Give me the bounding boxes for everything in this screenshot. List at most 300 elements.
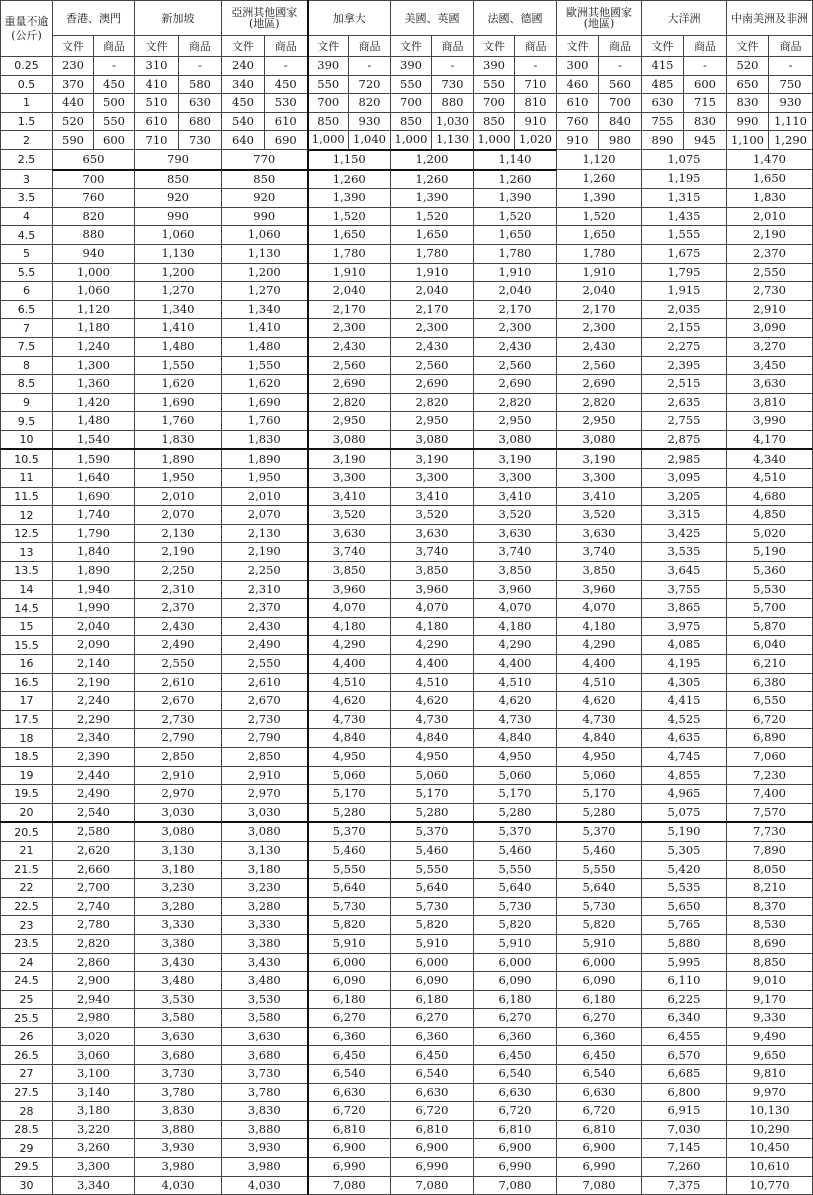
rate-cell: 5,060 — [391, 766, 474, 785]
rate-cell: 9,810 — [727, 1065, 813, 1084]
rate-cell: 390 — [391, 57, 432, 76]
rate-cell: 4,620 — [391, 692, 474, 711]
rate-cell: 2,560 — [557, 356, 642, 375]
rate-cell: 4,290 — [557, 636, 642, 655]
rate-cell: 5,550 — [391, 860, 474, 879]
rate-cell: 2,040 — [308, 282, 391, 301]
rate-cell: 4,730 — [391, 710, 474, 729]
rate-cell: 6,630 — [474, 1083, 557, 1102]
rate-cell: 4,340 — [727, 449, 813, 468]
goods-subheader: 商品 — [349, 36, 391, 57]
rate-cell: 1,260 — [474, 170, 557, 189]
rate-cell: 2,190 — [727, 226, 813, 245]
rate-cell: 4,400 — [308, 655, 391, 674]
rate-cell: 2,440 — [53, 766, 135, 785]
table-row — [1, 785, 813, 804]
rate-cell: 850 — [222, 170, 308, 189]
weight-cell: 14.5 — [1, 599, 53, 618]
rate-cell: 6,270 — [308, 1009, 391, 1028]
rate-cell: 485 — [642, 75, 684, 94]
rate-cell: 1,340 — [222, 300, 308, 319]
rate-cell: 5,190 — [727, 543, 813, 562]
rate-cell: 3,410 — [391, 487, 474, 506]
rate-cell: 4,950 — [391, 747, 474, 766]
document-subheader: 文件 — [557, 36, 599, 57]
rate-cell: 550 — [308, 75, 349, 94]
rate-cell: 3,730 — [135, 1065, 222, 1084]
rate-cell: 2,300 — [557, 319, 642, 338]
rate-cell: 730 — [432, 75, 474, 94]
rate-cell: 6,180 — [308, 990, 391, 1009]
rate-cell: 1,795 — [642, 263, 727, 282]
rate-cell: 2,910 — [222, 766, 308, 785]
weight-cell: 1 — [1, 94, 53, 113]
rate-cell: 1,120 — [557, 150, 642, 170]
rate-cell: 2,780 — [53, 916, 135, 935]
rate-cell: 2,610 — [222, 673, 308, 692]
rate-cell: 6,090 — [391, 972, 474, 991]
table-row — [1, 692, 813, 711]
rate-cell: 1,780 — [557, 244, 642, 263]
table-row — [1, 1009, 813, 1028]
rate-cell: 1,540 — [53, 430, 135, 449]
rate-cell: 2,900 — [53, 972, 135, 991]
rate-cell: 2,130 — [135, 524, 222, 543]
weight-cell: 3.5 — [1, 189, 53, 208]
rate-cell: 4,950 — [308, 747, 391, 766]
rate-cell: 820 — [349, 94, 391, 113]
rate-cell: 3,180 — [53, 1102, 135, 1121]
rate-cell: 1,390 — [391, 189, 474, 208]
rate-cell: 3,850 — [474, 562, 557, 581]
rate-cell: 1,390 — [557, 189, 642, 208]
weight-cell: 5 — [1, 244, 53, 263]
rate-cell: 3,810 — [727, 393, 813, 412]
rate-cell: 1,780 — [474, 244, 557, 263]
rate-cell: 5,060 — [308, 766, 391, 785]
rate-cell: 8,690 — [727, 934, 813, 953]
rate-cell: 2,950 — [391, 412, 474, 431]
rate-cell: 6,210 — [727, 655, 813, 674]
rate-cell: 1,760 — [222, 412, 308, 431]
rate-cell: 3,680 — [222, 1046, 308, 1065]
rate-cell: 450 — [94, 75, 135, 94]
rate-cell: 10,450 — [727, 1139, 813, 1158]
rate-cell: 6,810 — [557, 1120, 642, 1139]
weight-cell: 23 — [1, 916, 53, 935]
rate-cell: 3,020 — [53, 1027, 135, 1046]
rate-cell: 1,100 — [727, 131, 769, 150]
rate-cell: 1,910 — [557, 263, 642, 282]
rate-cell: 4,510 — [474, 673, 557, 692]
rate-cell: 3,380 — [222, 934, 308, 953]
rate-cell: 700 — [474, 94, 515, 113]
rate-cell: 4,290 — [391, 636, 474, 655]
rate-cell: 5,870 — [727, 617, 813, 636]
document-subheader: 文件 — [222, 36, 265, 57]
rate-cell: 1,060 — [135, 226, 222, 245]
region-header: 美國、英國 — [391, 1, 474, 36]
rate-cell: 4,730 — [308, 710, 391, 729]
rate-cell: 4,400 — [474, 655, 557, 674]
rate-cell: 3,630 — [474, 524, 557, 543]
rate-cell: 6,450 — [391, 1046, 474, 1065]
rate-cell: 5,550 — [557, 860, 642, 879]
rate-cell: 5,820 — [308, 916, 391, 935]
rate-cell: 3,330 — [135, 916, 222, 935]
rate-cell: 7,145 — [642, 1139, 727, 1158]
rate-cell: 6,810 — [391, 1120, 474, 1139]
weight-cell: 6 — [1, 282, 53, 301]
rate-cell: 5,765 — [642, 916, 727, 935]
rate-cell: 1,950 — [222, 469, 308, 488]
rate-cell: 4,620 — [474, 692, 557, 711]
rate-cell: 6,550 — [727, 692, 813, 711]
rate-cell: 10,130 — [727, 1102, 813, 1121]
rate-cell: 5,820 — [557, 916, 642, 935]
rate-cell: 6,630 — [391, 1083, 474, 1102]
rate-cell: 6,225 — [642, 990, 727, 1009]
rate-cell: 5,280 — [391, 803, 474, 822]
rate-cell: 2,170 — [474, 300, 557, 319]
rate-cell: 3,740 — [474, 543, 557, 562]
rate-cell: 2,340 — [53, 729, 135, 748]
rate-cell: 2,820 — [474, 393, 557, 412]
rate-cell: 3,080 — [557, 430, 642, 449]
rate-cell: 810 — [515, 94, 557, 113]
rate-cell: 6,810 — [308, 1120, 391, 1139]
rate-cell: 5,370 — [308, 822, 391, 841]
rate-cell: 6,270 — [557, 1009, 642, 1028]
table-row — [1, 580, 813, 599]
rate-cell: 680 — [179, 112, 222, 131]
weight-cell: 0.5 — [1, 75, 53, 94]
rate-cell: 6,090 — [557, 972, 642, 991]
rate-cell: - — [349, 57, 391, 76]
table-row — [1, 543, 813, 562]
rate-cell: 3,205 — [642, 487, 727, 506]
rate-cell: 940 — [53, 244, 135, 263]
table-row — [1, 94, 813, 113]
rate-cell: 2,190 — [53, 673, 135, 692]
table-row — [1, 562, 813, 581]
table-row — [1, 673, 813, 692]
rate-cell: 6,540 — [557, 1065, 642, 1084]
rate-cell: 3,580 — [135, 1009, 222, 1028]
rate-cell: 1,130 — [432, 131, 474, 150]
rate-cell: 790 — [135, 150, 222, 170]
rate-cell: 710 — [515, 75, 557, 94]
rate-cell: 3,410 — [474, 487, 557, 506]
rate-cell: 5,190 — [642, 822, 727, 841]
weight-cell: 27 — [1, 1065, 53, 1084]
rate-cell: 3,280 — [222, 897, 308, 916]
rate-cell: 370 — [53, 75, 94, 94]
rate-cell: 1,075 — [642, 150, 727, 170]
rate-cell: 5,360 — [727, 562, 813, 581]
rate-cell: 2,850 — [135, 747, 222, 766]
rate-cell: 3,430 — [222, 953, 308, 972]
weight-cell: 8 — [1, 356, 53, 375]
rate-cell: 2,430 — [474, 337, 557, 356]
rate-cell: 8,370 — [727, 897, 813, 916]
rate-cell: 4,070 — [557, 599, 642, 618]
rate-cell: 6,630 — [308, 1083, 391, 1102]
rate-cell: 3,960 — [391, 580, 474, 599]
rate-cell: 3,190 — [557, 449, 642, 468]
rate-cell: 240 — [222, 57, 265, 76]
rate-cell: 450 — [265, 75, 308, 94]
rate-cell: 3,865 — [642, 599, 727, 618]
weight-cell: 30 — [1, 1176, 53, 1195]
rate-cell: 1,840 — [53, 543, 135, 562]
weight-cell: 18.5 — [1, 747, 53, 766]
rate-cell: 7,080 — [308, 1176, 391, 1195]
rate-cell: 4,415 — [642, 692, 727, 711]
rate-cell: 3,080 — [308, 430, 391, 449]
rate-cell: 2,490 — [135, 636, 222, 655]
rate-cell: 3,930 — [135, 1139, 222, 1158]
rate-cell: 1,480 — [53, 412, 135, 431]
rate-cell: 2,390 — [53, 747, 135, 766]
rate-cell: 850 — [135, 170, 222, 189]
rate-cell: 9,970 — [727, 1083, 813, 1102]
rate-cell: 2,395 — [642, 356, 727, 375]
table-row — [1, 430, 813, 449]
rate-cell: 5,910 — [557, 934, 642, 953]
rate-cell: 2,040 — [557, 282, 642, 301]
goods-subheader: 商品 — [94, 36, 135, 57]
rate-cell: 2,970 — [135, 785, 222, 804]
goods-subheader: 商品 — [432, 36, 474, 57]
table-row — [1, 822, 813, 841]
rate-cell: 4,085 — [642, 636, 727, 655]
rate-cell: 6,810 — [474, 1120, 557, 1139]
region-header: 大洋洲 — [642, 1, 727, 36]
rate-cell: 4,305 — [642, 673, 727, 692]
rate-cell: 610 — [557, 94, 599, 113]
table-row — [1, 524, 813, 543]
weight-cell: 20.5 — [1, 822, 53, 841]
rate-cell: - — [769, 57, 813, 76]
rate-cell: - — [94, 57, 135, 76]
rate-cell: 8,850 — [727, 953, 813, 972]
rate-cell: 3,980 — [135, 1158, 222, 1177]
rate-cell: 5,730 — [474, 897, 557, 916]
rate-cell: 1,120 — [53, 300, 135, 319]
rate-cell: 2,140 — [53, 655, 135, 674]
rate-cell: 390 — [474, 57, 515, 76]
rate-cell: 3,260 — [53, 1139, 135, 1158]
document-subheader: 文件 — [642, 36, 684, 57]
table-row — [1, 990, 813, 1009]
rate-cell: 1,140 — [474, 150, 557, 170]
rate-cell: 3,780 — [135, 1083, 222, 1102]
rate-cell: 3,090 — [727, 319, 813, 338]
rate-cell: 6,180 — [474, 990, 557, 1009]
rate-cell: 2,950 — [308, 412, 391, 431]
rate-cell: 2,300 — [391, 319, 474, 338]
rate-cell: 1,790 — [53, 524, 135, 543]
rate-cell: 2,070 — [222, 506, 308, 525]
rate-cell: 4,950 — [474, 747, 557, 766]
rate-cell: 6,450 — [557, 1046, 642, 1065]
weight-cell: 8.5 — [1, 375, 53, 394]
weight-cell: 15.5 — [1, 636, 53, 655]
rate-cell: 1,260 — [391, 170, 474, 189]
rate-cell: 3,960 — [474, 580, 557, 599]
rate-cell: 3,095 — [642, 469, 727, 488]
rate-cell: 1,650 — [308, 226, 391, 245]
rate-cell: 3,030 — [135, 803, 222, 822]
rate-cell: 3,300 — [53, 1158, 135, 1177]
rate-cell: 8,210 — [727, 879, 813, 898]
rate-cell: 2,170 — [557, 300, 642, 319]
rate-cell: 3,230 — [222, 879, 308, 898]
rate-cell: 2,610 — [135, 673, 222, 692]
rate-cell: 1,130 — [135, 244, 222, 263]
rate-cell: 530 — [265, 94, 308, 113]
table-row — [1, 506, 813, 525]
rate-cell: 830 — [684, 112, 727, 131]
rate-cell: 2,730 — [135, 710, 222, 729]
rate-cell: 5,020 — [727, 524, 813, 543]
rate-cell: 3,680 — [135, 1046, 222, 1065]
rate-cell: 230 — [53, 57, 94, 76]
rate-cell: 8,050 — [727, 860, 813, 879]
table-row — [1, 1065, 813, 1084]
table-row — [1, 953, 813, 972]
rate-cell: 1,550 — [135, 356, 222, 375]
rate-cell: 640 — [222, 131, 265, 150]
rate-cell: 6,360 — [391, 1027, 474, 1046]
rate-cell: 4,180 — [391, 617, 474, 636]
rate-cell: 3,190 — [391, 449, 474, 468]
rate-cell: 5,640 — [474, 879, 557, 898]
rate-cell: 2,690 — [308, 375, 391, 394]
rate-cell: 2,130 — [222, 524, 308, 543]
rate-cell: 2,790 — [135, 729, 222, 748]
rate-cell: 2,190 — [222, 543, 308, 562]
rate-cell: 6,540 — [474, 1065, 557, 1084]
rate-cell: 1,780 — [391, 244, 474, 263]
rate-cell: 5,460 — [308, 841, 391, 860]
table-row — [1, 131, 813, 150]
rate-cell: 2,155 — [642, 319, 727, 338]
rate-cell: 4,840 — [474, 729, 557, 748]
weight-cell: 26 — [1, 1027, 53, 1046]
goods-subheader: 商品 — [599, 36, 642, 57]
rate-cell: 4,745 — [642, 747, 727, 766]
weight-cell: 28 — [1, 1102, 53, 1121]
rate-cell: 3,190 — [308, 449, 391, 468]
rate-cell: 2,690 — [557, 375, 642, 394]
rate-cell: 1,690 — [222, 393, 308, 412]
rate-cell: 1,760 — [135, 412, 222, 431]
table-row — [1, 1139, 813, 1158]
rate-cell: 3,450 — [727, 356, 813, 375]
rate-cell: 990 — [222, 207, 308, 226]
weight-cell: 10.5 — [1, 449, 53, 468]
rate-cell: 5,460 — [474, 841, 557, 860]
region-header: 加拿大 — [308, 1, 391, 36]
weight-cell: 9 — [1, 393, 53, 412]
rate-cell: 4,620 — [557, 692, 642, 711]
rate-cell: 1,180 — [53, 319, 135, 338]
goods-subheader: 商品 — [179, 36, 222, 57]
table-row — [1, 1027, 813, 1046]
rate-cell: 1,890 — [135, 449, 222, 468]
rate-cell: 6,450 — [474, 1046, 557, 1065]
rate-cell: 520 — [53, 112, 94, 131]
rate-cell: 930 — [349, 112, 391, 131]
rate-cell: 2,430 — [308, 337, 391, 356]
rate-cell: 4,070 — [474, 599, 557, 618]
document-subheader: 文件 — [391, 36, 432, 57]
rate-cell: 2,430 — [135, 617, 222, 636]
rate-cell: 3,080 — [474, 430, 557, 449]
table-row — [1, 897, 813, 916]
rate-cell: 6,990 — [474, 1158, 557, 1177]
rate-cell: 5,075 — [642, 803, 727, 822]
rate-cell: 2,635 — [642, 393, 727, 412]
rate-cell: 2,430 — [391, 337, 474, 356]
rate-cell: 2,550 — [135, 655, 222, 674]
rate-cell: 2,040 — [53, 617, 135, 636]
table-row — [1, 1046, 813, 1065]
rate-cell: 5,370 — [557, 822, 642, 841]
rate-cell: 5,700 — [727, 599, 813, 618]
rate-cell: 930 — [769, 94, 813, 113]
table-row — [1, 356, 813, 375]
rate-cell: 9,650 — [727, 1046, 813, 1065]
rate-cell: 3,520 — [308, 506, 391, 525]
rate-cell: 2,550 — [727, 263, 813, 282]
rate-cell: 1,300 — [53, 356, 135, 375]
rate-cell: 6,360 — [557, 1027, 642, 1046]
rate-cell: 3,480 — [222, 972, 308, 991]
table-row — [1, 150, 813, 170]
rate-cell: 3,630 — [308, 524, 391, 543]
weight-cell: 12 — [1, 506, 53, 525]
rate-cell: 5,550 — [308, 860, 391, 879]
rate-cell: 6,720 — [391, 1102, 474, 1121]
rate-cell: 2,950 — [474, 412, 557, 431]
rate-cell: 6,900 — [474, 1139, 557, 1158]
table-row — [1, 599, 813, 618]
rate-cell: 3,300 — [557, 469, 642, 488]
rate-cell: 600 — [684, 75, 727, 94]
rate-cell: 1,020 — [515, 131, 557, 150]
rate-cell: 550 — [391, 75, 432, 94]
rate-cell: 1,940 — [53, 580, 135, 599]
rate-cell: 2,250 — [135, 562, 222, 581]
rate-cell: 3,410 — [557, 487, 642, 506]
rate-cell: 2,190 — [135, 543, 222, 562]
weight-cell: 27.5 — [1, 1083, 53, 1102]
rate-cell: 5,535 — [642, 879, 727, 898]
rate-cell: 6,540 — [391, 1065, 474, 1084]
rate-cell: 1,550 — [222, 356, 308, 375]
rate-cell: 2,910 — [135, 766, 222, 785]
rate-cell: 3,880 — [135, 1120, 222, 1139]
rate-cell: 3,960 — [308, 580, 391, 599]
rate-cell: 880 — [432, 94, 474, 113]
rate-cell: 2,515 — [642, 375, 727, 394]
weight-cell: 0.25 — [1, 57, 53, 76]
rate-cell: 590 — [53, 131, 94, 150]
rate-cell: 1,890 — [222, 449, 308, 468]
